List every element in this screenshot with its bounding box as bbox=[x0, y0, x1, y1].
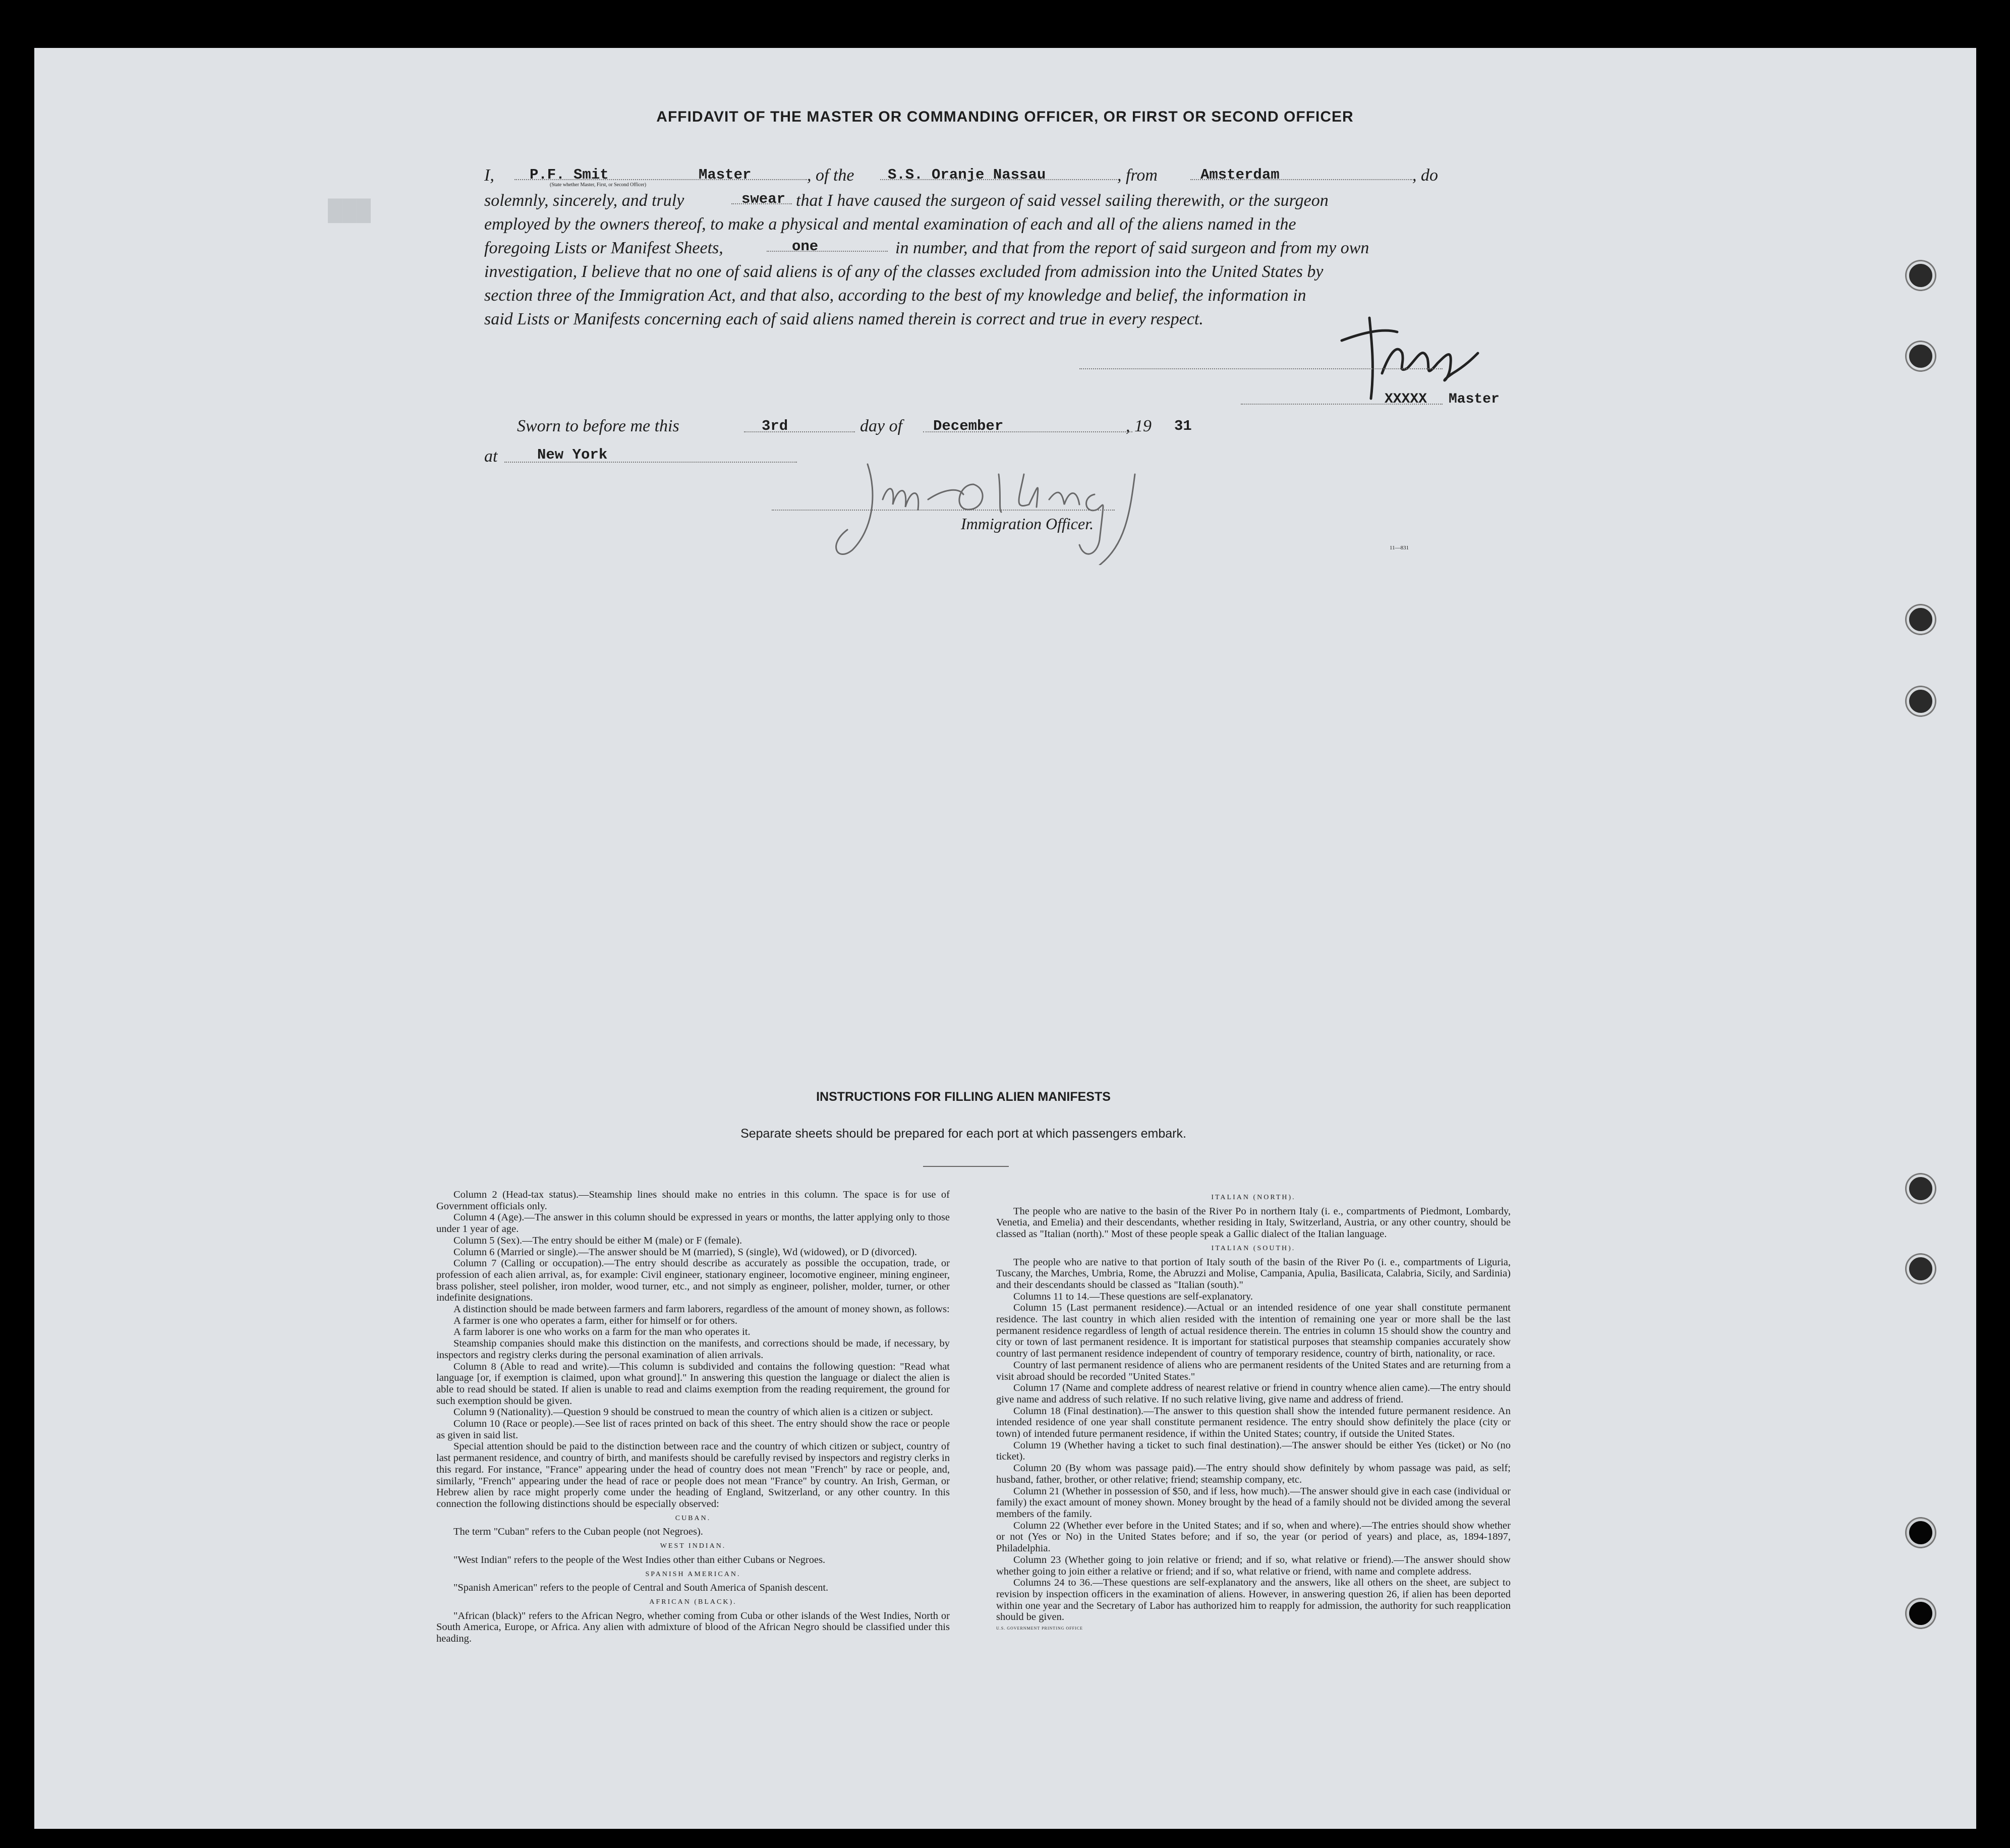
instr-farm-laborer: A farm laborer is one who works on a farm for the man who operates it. bbox=[453, 1326, 751, 1338]
day-blank bbox=[744, 431, 855, 432]
instr-col23: Column 23 (Whether going to join relative or friend; and if so, what relative or friend).—The answer should show whether going to join either a relative or friend; and if so, what relative or friend, with name and complete address. bbox=[996, 1554, 1511, 1577]
instr-cuban: The term "Cuban" refers to the Cuban people (not Negroes). bbox=[453, 1526, 703, 1538]
heading-spanish-american: SPANISH AMERICAN. bbox=[645, 1570, 741, 1578]
of-the-label: , of the bbox=[807, 166, 854, 185]
vessel-name: S.S. Oranje Nassau bbox=[888, 166, 1046, 183]
instr-col8: Column 8 (Able to read and write).—This column is subdivided and contains the following question: "Read what language [or, if exemption is claimed, upon what ground]." In answering this question the language or dialect the alien is able to read should be stated. If alien is unable to read and claims exemption from the reading requirement, the ground for such exemption should be given. bbox=[436, 1361, 950, 1407]
instr-col22: Column 22 (Whether ever before in the United States; and if so, when and where).—The entries should show whether or not (Yes or No) in the United States before; and if so, the year (or period of years) and place, as, 1894-1897, Philadelphia. bbox=[996, 1520, 1511, 1554]
instructions-subtitle: Separate sheets should be prepared for each port at which passengers embark. bbox=[740, 1127, 1186, 1141]
binder-hole bbox=[1907, 1519, 1935, 1547]
officer-rank: Master bbox=[699, 166, 752, 183]
year-prefix: , 19 bbox=[1126, 417, 1152, 435]
binder-hole bbox=[1907, 342, 1935, 370]
instr-farmer: A farmer is one who operates a farm, either for himself or for others. bbox=[453, 1315, 737, 1326]
form-code: 11—831 bbox=[1390, 545, 1409, 551]
affidavit-line-2b: that I have caused the surgeon of said vessel sailing therewith, or the surgeon bbox=[796, 191, 1329, 210]
heading-west-indian: WEST INDIAN. bbox=[660, 1542, 726, 1550]
instr-italian-south: The people who are native to that portion of Italy south of the basin of the River Po (i. e., compartments of Liguria, Tuscany, the Marches, Umbria, Rome, the Abruzzi and Molise, Campania, Apulia, Basilicata, Calabria, Sicily, and Sardinia) and their descendants should be classed as "Italian (south)." bbox=[996, 1256, 1511, 1291]
instr-steamship: Steamship companies should make this distinction on the manifests, and corrections should be made, if necessary, by inspectors and registry clerks during the personal examination of alien arrivals. bbox=[436, 1338, 950, 1361]
i-label: I, bbox=[484, 166, 494, 185]
sworn-month: December bbox=[933, 418, 1004, 434]
vessel-blank bbox=[880, 179, 1117, 180]
immigration-officer-signature bbox=[807, 444, 1190, 565]
affidavit-line-4a: foregoing Lists or Manifest Sheets, bbox=[484, 239, 723, 257]
master-signature-line bbox=[1079, 368, 1443, 369]
heading-cuban: CUBAN. bbox=[675, 1514, 711, 1522]
instr-special-attention: Special attention should be paid to the distinction between race and the country of which citizen or subject, country of last permanent residence, and country of birth, and manifests should be carefully revised by inspectors and registry clerks in this regard. For instance, "France" appearing under the head of country does not mean "French" by race or people, and, similarly, "French" appearing under the head of race or people does not mean "France" by country. An Irish, German, or Hebrew alien by race might properly come under the heading of England, Switzerland, or any other country. In this connection the following distinctions should be especially observed: bbox=[436, 1441, 950, 1509]
affidavit-line-4b: in number, and that from the report of said surgeon and from my own bbox=[895, 239, 1369, 257]
divider bbox=[923, 1166, 1009, 1167]
instr-italian-north: The people who are native to the basin of the River Po in northern Italy (i. e., compartments of Piedmont, Lombardy, Venetia, and Emelia) and their descendants, whether residing in Italy, Switzerland, Austria, or any other country, should be classed as "Italian (north)." Most of these people speak a Gallic dialect of the Italian language. bbox=[996, 1205, 1511, 1240]
instr-col24-36: Columns 24 to 36.—These questions are self-explanatory and the answers, like all others on the sheet, are subject to revision by inspection officers in the examination of aliens. However, in answering question 26, if alien has been deported within one year and the Secretary of Labor has authorized him to reapply for admission, the authority for such reapplication should be given. bbox=[996, 1577, 1511, 1623]
signer-title: Master bbox=[1449, 391, 1500, 407]
instr-spanish-american: "Spanish American" refers to the people of Central and South America of Spanish descent. bbox=[453, 1582, 829, 1594]
sworn-label: Sworn to before me this bbox=[517, 417, 679, 435]
instr-west-indian: "West Indian" refers to the people of the West Indies other than either Cubans or Negroes. bbox=[453, 1554, 826, 1565]
instr-col11-14: Columns 11 to 14.—These questions are self-explanatory. bbox=[1013, 1291, 1253, 1302]
instr-col9: Column 9 (Nationality).—Question 9 should be construed to mean the country of which alien is a citizen or subject. bbox=[453, 1407, 933, 1418]
instr-col18: Column 18 (Final destination).—The answer to this question shall show the intended future permanent residence. An intended residence of one year shall constitute permanent residence. The entry should show definitely the place (city or town) of intended future permanent residence, if within the United States; country, if outside the United States. bbox=[996, 1405, 1511, 1440]
at-label: at bbox=[484, 447, 498, 466]
instr-col2: Column 2 (Head-tax status).—Steamship lines should make no entries in this column. The space is for use of Government officials only. bbox=[436, 1189, 950, 1212]
oath-type: swear bbox=[741, 191, 786, 207]
instr-col17: Column 17 (Name and complete address of nearest relative or friend in country whence alien came).—The entry should give name and address of such relative. If no such relative living, give name and address of friend. bbox=[996, 1382, 1511, 1405]
heading-italian-south: ITALIAN (SOUTH). bbox=[1211, 1244, 1296, 1252]
instr-col10: Column 10 (Race or people).—See list of races printed on back of this sheet. The entry should show the race or people as given in said list. bbox=[436, 1418, 950, 1441]
binder-hole bbox=[1907, 605, 1935, 634]
binder-hole bbox=[1907, 687, 1935, 715]
binder-hole bbox=[1907, 261, 1935, 290]
instr-col7: Column 7 (Calling or occupation).—The entry should describe as accurately as possible the occupation, trade, or profession of each alien arrival, as, for example: Civil engineer, stationary engineer, locomotive engineer, mining engineer, brass polisher, steel polisher, iron molder, wood turner, etc., and not simply as engineer, polisher, molder, turner, or other indefinite designations. bbox=[436, 1258, 950, 1304]
sheet-count-blank bbox=[767, 251, 888, 252]
port-blank bbox=[1190, 179, 1412, 180]
day-of-label: day of bbox=[860, 417, 903, 435]
officer-name: P.F. Smit bbox=[530, 166, 609, 183]
affidavit-line-5: investigation, I believe that no one of said aliens is of any of the classes excluded from admission into the United States by bbox=[484, 262, 1324, 281]
instructions-title: INSTRUCTIONS FOR FILLING ALIEN MANIFESTS bbox=[816, 1090, 1111, 1104]
binder-hole bbox=[1907, 1255, 1935, 1283]
sworn-day: 3rd bbox=[762, 418, 788, 434]
from-label: , from bbox=[1117, 166, 1158, 185]
instr-col21: Column 21 (Whether in possession of $50, and if less, how much).—The answer should give in each case (individual or family) the exact amount of money shown. Money brought by the head of a family should not be divided among the several members of the family. bbox=[996, 1485, 1511, 1520]
instr-african: "African (black)" refers to the African Negro, whether coming from Cuba or other islands of the West Indies, North or South America, Europe, or Africa. Any alien with admixture of blood of the African Negro should be classified under this heading. bbox=[436, 1610, 950, 1645]
instructions-left-column bbox=[436, 1189, 950, 1645]
heading-italian-north: ITALIAN (NORTH). bbox=[1211, 1194, 1296, 1201]
officer-label: Immigration Officer. bbox=[961, 515, 1094, 533]
struck-text: XXXXX bbox=[1385, 391, 1427, 407]
port-name: Amsterdam bbox=[1200, 166, 1280, 183]
sheet-count: one bbox=[792, 238, 819, 255]
printer-imprint: U.S. GOVERNMENT PRINTING OFFICE bbox=[996, 1626, 1083, 1631]
oath-blank bbox=[731, 203, 792, 204]
year-suffix: 31 bbox=[1174, 418, 1192, 434]
affidavit-title: AFFIDAVIT OF THE MASTER OR COMMANDING OFFICER, OR FIRST OR SECOND OFFICER bbox=[656, 108, 1354, 125]
affidavit-line-7: said Lists or Manifests concerning each of said aliens named therein is correct and true in every respect. bbox=[484, 310, 1203, 328]
instr-col15: Column 15 (Last permanent residence).—Actual or an intended residence of one year shall constitute permanent residence. The last country in which alien resided with the intention of remaining one year or more shall be the last permanent residence regardless of length of actual residence therein. The entries in column 15 should show the country and city or town of last permanent residence. It is important for statistical purposes that steamship companies accurately show country of last permanent residence independent of country of temporary residence, country of birth, nationality, or race. bbox=[996, 1302, 1511, 1360]
instr-col4: Column 4 (Age).—The answer in this column should be expressed in years or months, the latter applying only to those under 1 year of age. bbox=[436, 1212, 950, 1235]
affidavit-line-3: employed by the owners thereof, to make a physical and mental examination of each and all of the aliens named in the bbox=[484, 215, 1296, 234]
bleed-through-mark: ███ bbox=[328, 199, 371, 221]
binder-hole bbox=[1907, 1174, 1935, 1203]
officer-signature-line bbox=[772, 510, 1115, 511]
heading-african: AFRICAN (BLACK). bbox=[649, 1598, 737, 1606]
do-label: , do bbox=[1412, 166, 1438, 185]
instr-us-residents: Country of last permanent residence of aliens who are permanent residents of the United States and are returning from a visit abroad should be recorded "United States." bbox=[996, 1359, 1511, 1382]
sworn-place: New York bbox=[537, 446, 608, 463]
affidavit-line-6: section three of the Immigration Act, and that also, according to the best of my knowledge and belief, the information in bbox=[484, 286, 1306, 305]
binder-hole bbox=[1907, 1599, 1935, 1628]
affidavit-line-2a: solemnly, sincerely, and truly bbox=[484, 191, 684, 210]
place-blank bbox=[504, 462, 797, 463]
month-blank bbox=[923, 431, 1132, 432]
instr-farm-distinction: A distinction should be made between farmers and farm laborers, regardless of the amount of money shown, as follows: bbox=[453, 1304, 950, 1315]
instr-col19: Column 19 (Whether having a ticket to such final destination).—The answer should be either Yes (ticket) or No (no ticket). bbox=[996, 1439, 1511, 1463]
rank-note: (State whether Master, First, or Second Officer) bbox=[550, 182, 647, 188]
instr-col5: Column 5 (Sex).—The entry should be either M (male) or F (female). bbox=[453, 1235, 742, 1246]
instr-col6: Column 6 (Married or single).—The answer should be M (married), S (single), Wd (widowed), or D (divorced). bbox=[453, 1246, 917, 1258]
name-rank-blank bbox=[514, 179, 807, 180]
instr-col20: Column 20 (By whom was passage paid).—The entry should show definitely by whom passage was paid, as self; husband, father, brother, or other relative; friend; steamship company, etc. bbox=[996, 1463, 1511, 1485]
instructions-right-column bbox=[996, 1189, 1511, 1635]
